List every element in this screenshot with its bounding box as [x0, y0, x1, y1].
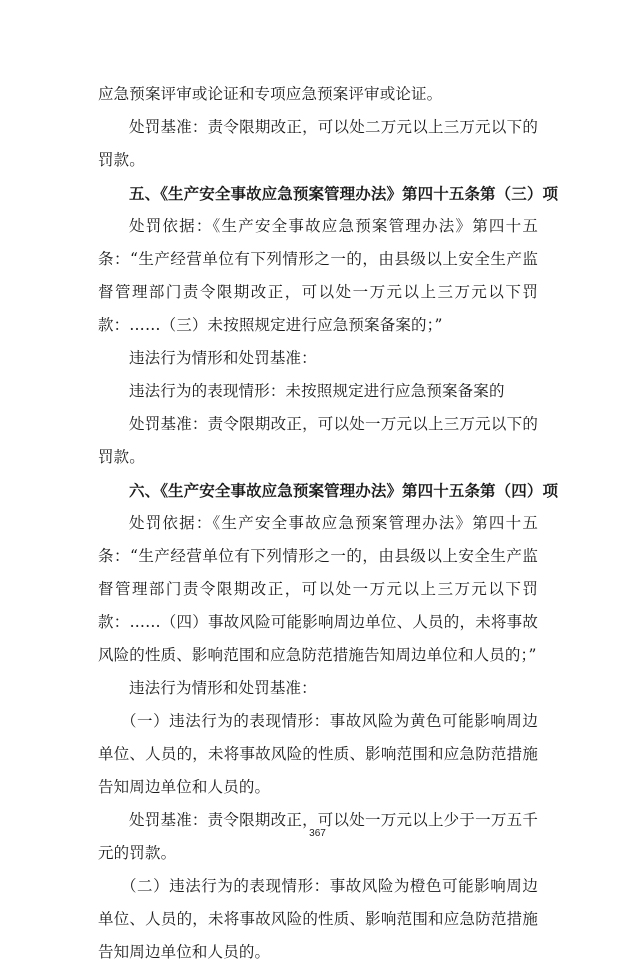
paragraph-legal-basis-item-4: 处罚依据：《生产安全事故应急预案管理办法》第四十五条：“生产经营单位有下列情形之一的，由县级以上安全生产监督管理部门责令限期改正，可以处一万元以上三万元以下罚款：……（四）事故风险可能影响周边单位、人员的，未将事故风险的性质、影响范围和应急防范措施告知周边单位和人员的；” — [98, 514, 538, 664]
paragraph-penalty-standard-2-3: 处罚基准：责令限期改正，可以处二万元以上三万元以下的罚款。 — [98, 118, 538, 169]
section-heading-six: 六、《生产安全事故应急预案管理办法》第四十五条第（四）项 — [129, 481, 559, 500]
paragraph-penalty-standard-1-3: 处罚基准：责令限期改正，可以处一万元以上三万元以下的罚款。 — [98, 415, 538, 466]
paragraph-situation-orange: （二）违法行为的表现情形：事故风险为橙色可能影响周边单位、人员的，未将事故风险的性质、影响范围和应急防范措施告知周边单位和人员的。 — [98, 877, 538, 961]
paragraph-continuation: 应急预案评审或论证和专项应急预案评审或论证。 — [98, 85, 443, 103]
page-number: 367 — [309, 828, 326, 839]
paragraph-violation-situations-label: 违法行为情形和处罚基准： — [129, 349, 317, 367]
paragraph-situation-yellow: （一）违法行为的表现情形：事故风险为黄色可能影响周边单位、人员的，未将事故风险的性质、影响范围和应急防范措施告知周边单位和人员的。 — [98, 712, 538, 796]
section-heading-five: 五、《生产安全事故应急预案管理办法》第四十五条第（三）项 — [129, 184, 559, 203]
paragraph-legal-basis-item-3: 处罚依据：《生产安全事故应急预案管理办法》第四十五条：“生产经营单位有下列情形之一的，由县级以上安全生产监督管理部门责令限期改正，可以处一万元以上三万元以下罚款：……（三）未按照规定进行应急预案备案的；” — [98, 217, 538, 334]
paragraph-violation-situations-label-2: 违法行为情形和处罚基准： — [129, 679, 317, 697]
paragraph-penalty-standard-yellow: 处罚基准：责令限期改正，可以处一万元以上少于一万五千元的罚款。 — [98, 811, 538, 862]
paragraph-violation-manifestation: 违法行为的表现情形：未按照规定进行应急预案备案的 — [129, 382, 505, 400]
